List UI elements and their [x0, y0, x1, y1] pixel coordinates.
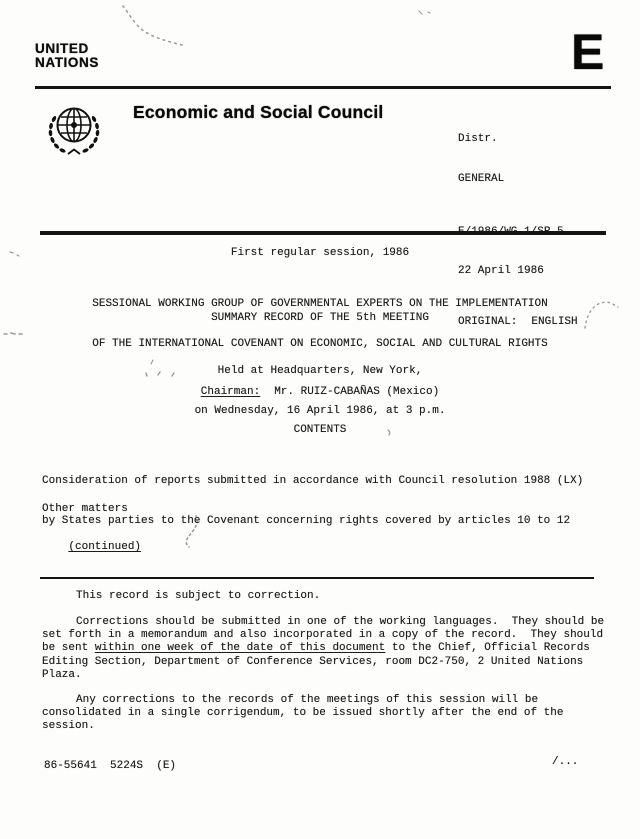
contents-item-1: [42, 449, 622, 568]
masthead-rule: [35, 86, 611, 89]
contents-heading: CONTENTS: [293, 424, 347, 436]
original-language: ENGLISH: [531, 315, 578, 328]
session-line: First regular session, 1986: [230, 247, 410, 259]
distr-value: GENERAL: [458, 173, 505, 186]
document-series-letter: E: [571, 24, 605, 80]
doc-date: 22 April 1986: [458, 265, 544, 278]
corrections-deadline-underlined: within one week of the date of this document: [94, 642, 386, 655]
correction-notice: This record is subject to correction.: [76, 590, 321, 602]
record-title: SUMMARY RECORD OF THE 5th MEETING: [211, 312, 429, 324]
org-name-line2: NATIONS: [35, 55, 99, 70]
council-title: Economic and Social Council: [133, 102, 384, 122]
contents-item-1-line1: Consideration of reports submitted in accordance with Council resolution 1988 (LX): [42, 475, 584, 488]
org-name: [35, 42, 99, 70]
corrections-paragraph: [42, 616, 610, 682]
chairman-label: Chairman:: [200, 386, 261, 398]
distr-label: Distr.: [458, 133, 498, 146]
working-group-title-line2: OF THE INTERNATIONAL COVENANT ON ECONOMIC, SOCIAL AND CULTURAL RIGHTS: [92, 338, 548, 351]
job-number: 86-55641 5224S (E): [44, 760, 177, 772]
venue-line2: on Wednesday, 16 April 1986, at 3 p.m.: [194, 405, 446, 418]
corrections-text-before: Corrections should be submitted in one of the working languages. They should be set forth in a memorandum and also incorporated in a copy of the record. They should be sent: [42, 616, 611, 655]
corrections-text-after: to the Chief, Official Records Editing Section, Department of Conference Services, room DC2-750, 2 United Nations Plaza.: [42, 642, 597, 681]
continuation-mark: /...: [552, 756, 579, 768]
section-rule: [40, 231, 606, 235]
contents-item-1-continued: (continued): [68, 541, 142, 554]
footnote-rule: [40, 577, 594, 579]
org-name-line1: UNITED: [35, 41, 89, 56]
working-group-title-line1: SESSIONAL WORKING GROUP OF GOVERNMENTAL EXPERTS ON THE IMPLEMENTATION: [92, 298, 548, 311]
corrigendum-paragraph: Any corrections to the records of the meetings of this session will be consolidated in a single corrigendum, to be issued shortly after the end of the session.: [42, 694, 571, 733]
venue-line1: Held at Headquarters, New York,: [217, 365, 423, 378]
contents-item-1-line2: by States parties to the Covenant concerning rights covered by articles 10 to 12: [42, 515, 571, 528]
chairman-line: [0, 386, 640, 399]
chairman-name: Mr. RUIZ-CABAÑAS (Mexico): [274, 386, 440, 398]
un-emblem-icon: [42, 97, 106, 166]
contents-item-2: Other matters: [42, 503, 128, 515]
original-label: ORIGINAL:: [458, 315, 518, 328]
